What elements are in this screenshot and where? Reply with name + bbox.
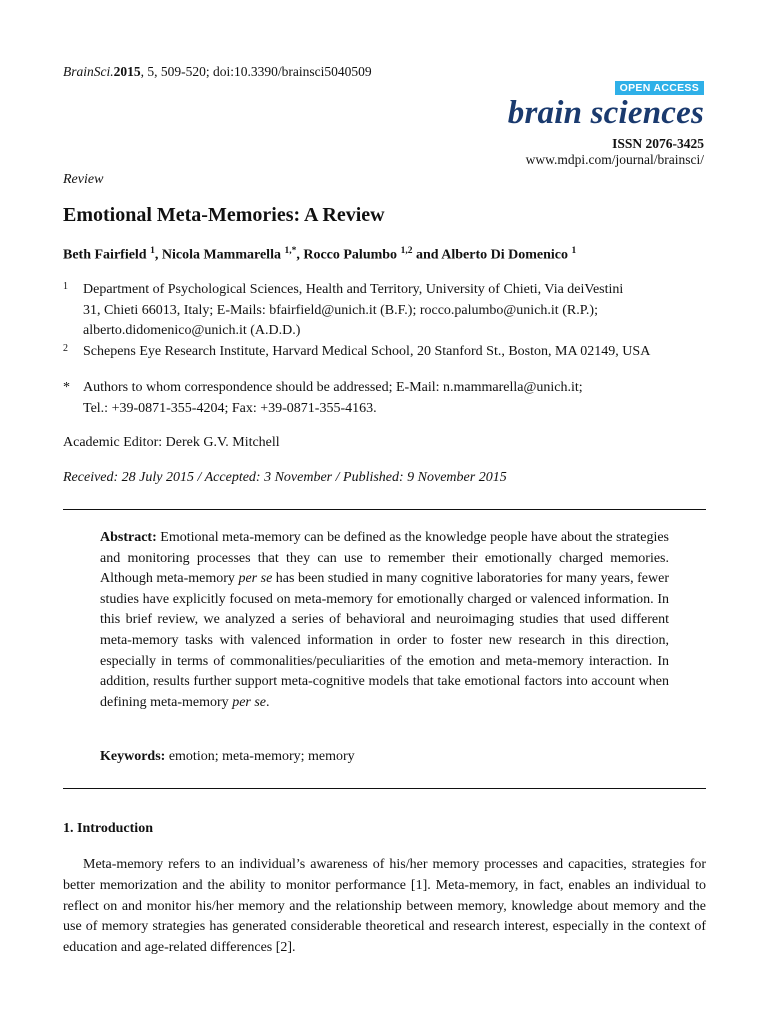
keywords-text: emotion; meta-memory; memory bbox=[165, 749, 355, 764]
keywords-label: Keywords: bbox=[100, 749, 166, 764]
author-separator: , bbox=[154, 247, 162, 263]
abstract-text: . bbox=[266, 694, 270, 710]
author-affiliation-marker: 1,2 bbox=[400, 246, 413, 256]
affiliation-marker: 2 bbox=[63, 343, 68, 354]
citation-details: , 5, 509-520; doi:10.3390/brainsci5040509 bbox=[140, 64, 372, 79]
divider-bottom bbox=[63, 788, 706, 789]
academic-editor: Academic Editor: Derek G.V. Mitchell bbox=[63, 435, 280, 450]
journal-url[interactable]: www.mdpi.com/journal/brainsci/ bbox=[525, 152, 704, 167]
affiliation-1 bbox=[63, 280, 703, 342]
body-paragraph: Meta-memory refers to an individual’s awareness of his/her memory processes and capacities, strategies for better memorization and the ability to monitor performance [1]. Meta-memory, in fact, enables an individual to reflect on and monitor his/her memory and the relationship between memory, knowledge about memory and the use of memory strategies has generated considerable theoretical and research interest, especially in the context of education and age-related differences [2]. bbox=[63, 857, 706, 956]
correspondence-line: Tel.: +39-0871-355-4204; Fax: +39-0871-355-4163. bbox=[83, 400, 377, 416]
journal-citation bbox=[63, 64, 372, 80]
author-affiliation-marker: 1 bbox=[571, 246, 577, 256]
author-separator: , bbox=[296, 247, 304, 263]
correspondence-marker: * bbox=[63, 380, 70, 395]
open-access-badge: OPEN ACCESS bbox=[615, 81, 704, 95]
author-separator: and bbox=[412, 247, 442, 263]
affiliation-2 bbox=[63, 342, 703, 363]
abstract-text: has been studied in many cognitive laboratories for many years, fewer studies have explicitly focused on meta-memory for emotionally charged or valenced information. In this brief review, we analyzed a series of behavioral and neuroimaging studies that used different meta-memory tasks with valenced information in order to foster new research in this direction, especially in terms of commonalities/peculiarities of the emotion and meta-memory interaction. In addition, results further support meta-cognitive models that take emotional factors into account when defining meta-memory bbox=[100, 571, 669, 710]
author-affiliation-marker: 1 bbox=[150, 246, 155, 256]
section-heading: 1. Introduction bbox=[63, 821, 153, 836]
affiliation-line: alberto.didomenico@unich.it (A.D.D.) bbox=[83, 323, 301, 338]
affiliation-marker: 1 bbox=[63, 281, 68, 292]
affiliation-line: Schepens Eye Research Institute, Harvard Medical School, 20 Stanford St., Boston, MA 02149, USA bbox=[83, 344, 651, 359]
abstract-label: Abstract: bbox=[100, 530, 157, 545]
publication-dates: Received: 28 July 2015 / Accepted: 3 November / Published: 9 November 2015 bbox=[63, 470, 507, 485]
journal-name: brain sciences bbox=[507, 95, 704, 131]
author-name: Alberto Di Domenico bbox=[441, 247, 572, 263]
abstract bbox=[100, 528, 669, 713]
article-title: Emotional Meta-Memories: A Review bbox=[63, 204, 385, 226]
abstract-text: Emotional meta-memory can be defined as the knowledge people have about the strategies and monitoring processes that they can use to remember their emotionally charged memories. Although meta-memory bbox=[100, 530, 669, 587]
author-name: Beth Fairfield bbox=[63, 247, 151, 263]
issn: ISSN 2076-3425 bbox=[612, 136, 704, 151]
correspondence bbox=[63, 378, 703, 419]
author-affiliation-marker: 1,* bbox=[284, 246, 297, 256]
citation-year: 2015 bbox=[113, 64, 141, 79]
affiliation-line: 31, Chieti 66013, Italy; E-Mails: bfairfield@unich.it (B.F.); rocco.palumbo@unich.it (R.P.); bbox=[83, 302, 598, 318]
article-type: Review bbox=[63, 172, 104, 187]
author-list bbox=[63, 246, 576, 264]
correspondence-line: Authors to whom correspondence should be addressed; E-Mail: n.mammarella@unich.it; bbox=[83, 380, 583, 395]
abstract-italic: per se bbox=[232, 694, 267, 710]
journal-abbrev: BrainSci. bbox=[63, 64, 114, 79]
keywords bbox=[100, 749, 355, 765]
affiliation-line: Department of Psychological Sciences, Health and Territory, University of Chieti, Via deiVestini bbox=[83, 282, 624, 297]
abstract-italic: per se bbox=[238, 571, 273, 587]
divider-top bbox=[63, 509, 706, 510]
author-name: Rocco Palumbo bbox=[303, 247, 401, 263]
author-name: Nicola Mammarella bbox=[161, 247, 285, 263]
